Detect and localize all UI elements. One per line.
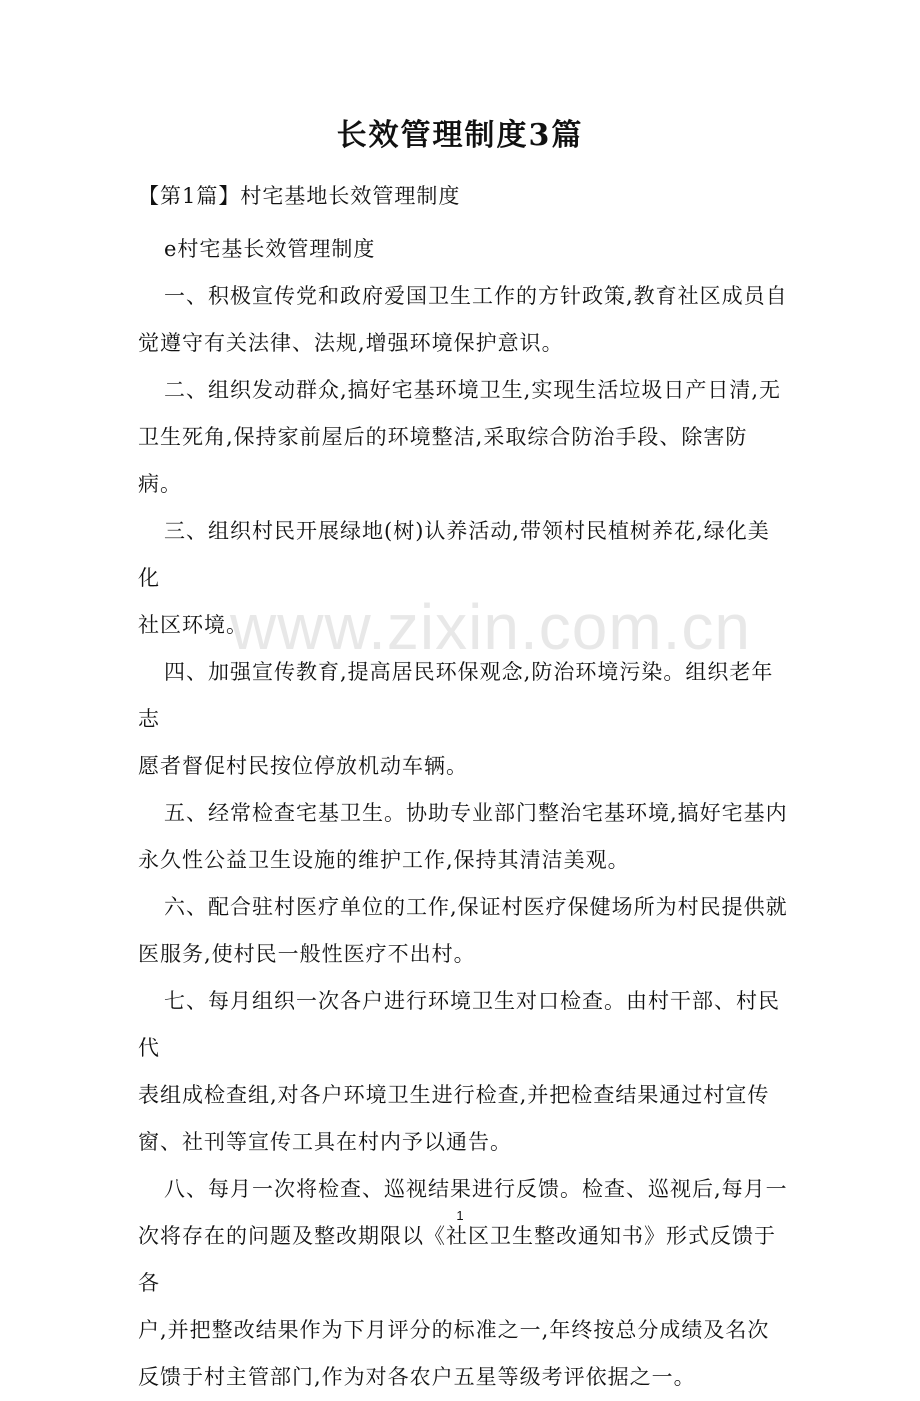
subheading: e村宅基长效管理制度	[164, 237, 376, 261]
body-line: 社区环境。	[138, 613, 248, 637]
body-line: 卫生死角,保持家前屋后的环境整洁,采取综合防治手段、除害防病。	[138, 425, 748, 496]
body-line: 觉遵守有关法律、法规,增强环境保护意识。	[138, 331, 564, 355]
body-line: 愿者督促村民按位停放机动车辆。	[138, 754, 468, 778]
body-line: 永久性公益卫生设施的维护工作,保持其清洁美观。	[138, 848, 630, 872]
body-line: 次将存在的问题及整改期限以《社区卫生整改通知书》形式反馈于各	[138, 1224, 776, 1295]
body-line: 窗、社刊等宣传工具在村内予以通告。	[138, 1130, 512, 1154]
body-line: 一、积极宣传党和政府爱国卫生工作的方针政策,教育社区成员自	[164, 284, 788, 308]
body-line: 七、每月组织一次各户进行环境卫生对口检查。由村干部、村民代	[138, 989, 780, 1060]
body-line: 三、组织村民开展绿地(树)认养活动,带领村民植树养花,绿化美化	[138, 519, 770, 590]
document-body	[138, 226, 788, 1401]
body-line: 户,并把整改结果作为下月评分的标准之一,年终按总分成绩及名次	[138, 1318, 770, 1342]
document-title: 长效管理制度3篇	[336, 118, 584, 153]
section-heading: 【第1篇】村宅基地长效管理制度	[138, 184, 461, 208]
body-line: 反馈于村主管部门,作为对各农户五星等级考评依据之一。	[138, 1365, 696, 1389]
body-line: 八、每月一次将检查、巡视结果进行反馈。检查、巡视后,每月一	[164, 1177, 788, 1201]
body-line: 二、组织发动群众,搞好宅基环境卫生,实现生活垃圾日产日清,无	[164, 378, 782, 402]
body-line: 医服务,使村民一般性医疗不出村。	[138, 942, 476, 966]
body-line: 四、加强宣传教育,提高居民环保观念,防治环境污染。组织老年志	[138, 660, 774, 731]
watermark: www.zixin.com.cn	[230, 591, 751, 663]
page-number: 1	[456, 1208, 464, 1223]
body-line: 五、经常检查宅基卫生。协助专业部门整治宅基环境,搞好宅基内	[164, 801, 788, 825]
body-line: 六、配合驻村医疗单位的工作,保证村医疗保健场所为村民提供就	[164, 895, 788, 919]
body-line: 表组成检查组,对各户环境卫生进行检查,并把检查结果通过村宣传	[138, 1083, 770, 1107]
